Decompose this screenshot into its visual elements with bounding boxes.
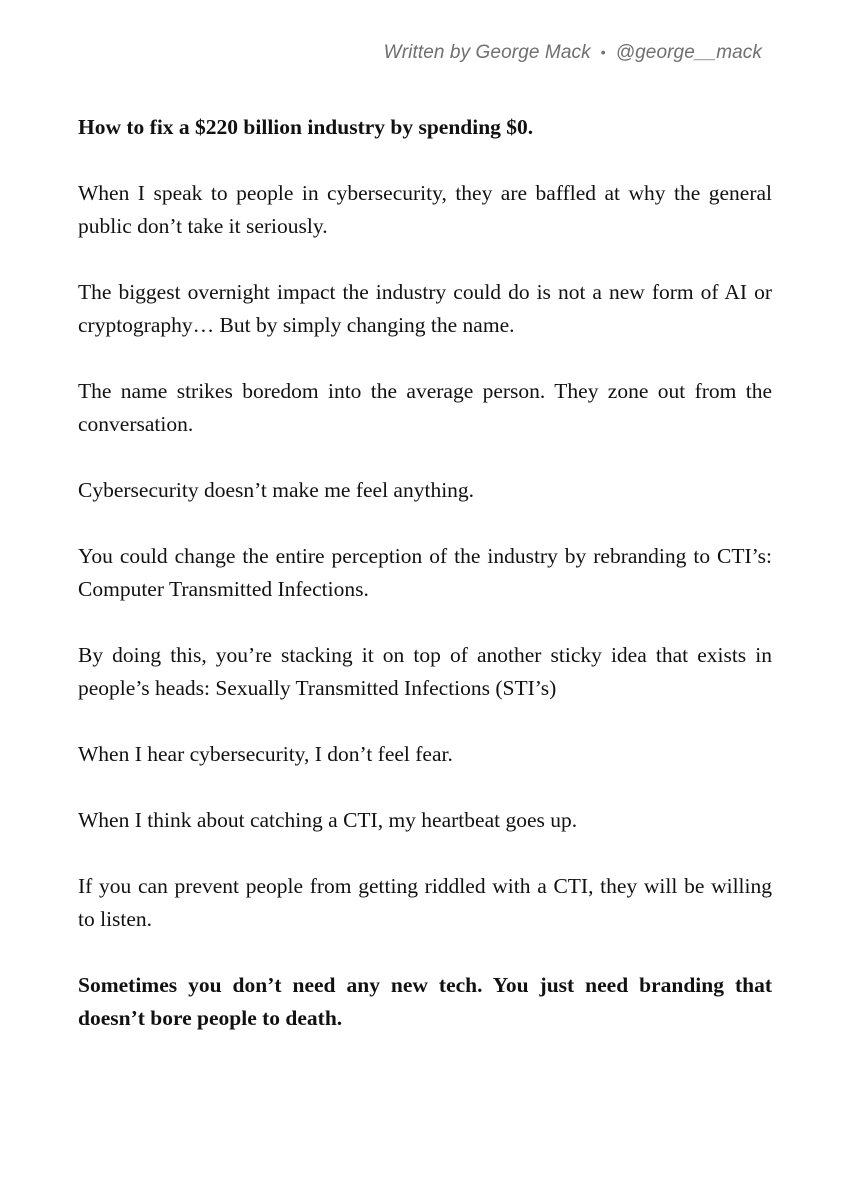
author-handle: @george__mack [615, 42, 762, 63]
article-body [78, 111, 772, 1068]
paragraph: When I hear cybersecurity, I don’t feel fear. [78, 742, 453, 766]
separator-dot: • [600, 44, 606, 60]
paragraph: When I speak to people in cybersecurity, they are baffled at why the general public don’t take it seriously. [78, 181, 772, 238]
article-title: How to fix a $220 billion industry by spending $0. [78, 115, 534, 139]
paragraph: The name strikes boredom into the average person. They zone out from the conversation. [78, 379, 772, 436]
paragraph: You could change the entire perception of the industry by rebranding to CTI’s: Computer Transmitted Infections. [78, 544, 772, 601]
paragraph: The biggest overnight impact the industry could do is not a new form of AI or cryptography… But by simply changing the name. [78, 280, 772, 337]
paragraph: By doing this, you’re stacking it on top of another sticky idea that exists in people’s heads: Sexually Transmitted Infections (STI’s) [78, 643, 772, 700]
paragraph: If you can prevent people from getting riddled with a CTI, they will be willing to listen. [78, 874, 772, 931]
author-name: Written by George Mack [383, 42, 591, 63]
paragraph: Cybersecurity doesn’t make me feel anything. [78, 478, 475, 502]
paragraph: When I think about catching a CTI, my heartbeat goes up. [78, 808, 578, 832]
byline [384, 42, 762, 64]
closing-statement: Sometimes you don’t need any new tech. You just need branding that doesn’t bore people to death. [78, 973, 772, 1030]
